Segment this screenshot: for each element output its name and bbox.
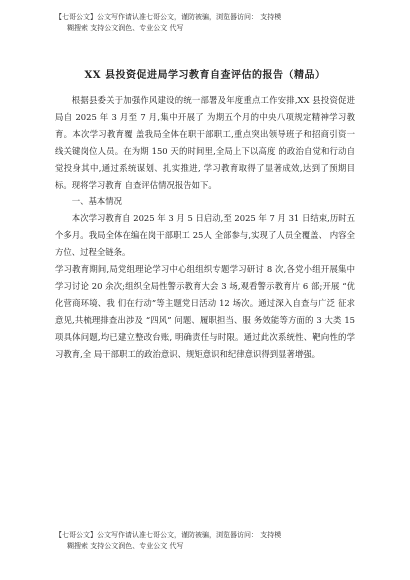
intro-paragraph: 根据县委关于加强作风建设的统一部署及年度重点工作安排,XX 县投资促进局自 2025 年 3 月至 7 月,集中开展了 为期五个月的中央八项规定精神学习教育。本次学习教育覆 盖我局全体在职干部职工,重点突出领导班子和招商引资一 线关键岗位人员。在为期 150 天的时间里,全局上下以高度 的政治自觉和行动自觉投身其中,通过系统谋划、扎实推进, 学习教育取得了显著成效,达到了预期目标。现将学习教育 自查评估情况报告如下。 — [55, 95, 355, 190]
document-title: XX 县投资促进局学习教育自查评估的报告（精品） — [84, 70, 326, 81]
footer-line-2: 糊搜索 支持公文润色、专业公文 代写 — [67, 542, 184, 550]
page-header-notice — [55, 12, 385, 34]
basic-info-paragraph: 本次学习教育自 2025 年 3 月 5 日启动,至 2025 年 7 月 31 日结束,历时五个多月。我局全体在编在岗干部职工 25人 全部参与,实现了人员全覆盖、 内容全方位、过程全链条。 — [55, 213, 355, 258]
header-line-2: 糊搜索 支持公文润色、专业公文 代写 — [67, 24, 184, 32]
activities-paragraph: 学习教育期间,局党组理论学习中心组组织专题学习研讨 8 次,各党小组开展集中学习讨论 20 余次;组织全局性警示教育大会 3 场,观看警示教育片 6 部;开展 “优化营商环境、我 们在行动”等主题党日活动 12 场次。通过深入自查与广泛 征求意见,共梳理排查出涉及 “四风” 问题、履职担当、服 务效能等方面的 3 大类 15 项具体问题,均已建立整改台账, 明确责任与时限。通过此次系统性、靶向性的学习教育,全 局干部职工的政治意识、规矩意识和纪律意识得到显著增强。 — [55, 264, 355, 359]
document-body — [55, 92, 355, 363]
header-line-1: 【七哥公文】公文写作请认准七哥公文，谨防被骗，浏览器访问： 支持模 — [55, 13, 282, 21]
page-footer-notice — [55, 530, 385, 552]
section-heading-basic: 一、基本情况 — [71, 196, 123, 207]
footer-line-1: 【七哥公文】公文写作请认准七哥公文，谨防被骗，浏览器访问： 支持模 — [55, 531, 282, 539]
